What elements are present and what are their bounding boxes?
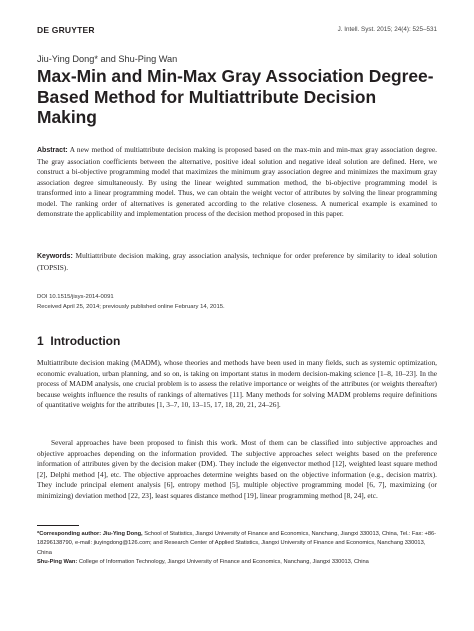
- keywords: [37, 251, 437, 273]
- body-paragraph-2: Several approaches have been proposed to finish this work. Most of them can be classified into subjective approaches and objective approaches depending on the information provided. The subjective approaches select weights based on the preference information of attributes given by the decision maker (DM). They include the eigenvector method [12], weighted least square method [2], Delphi method [4], etc. The objective approaches determine weights based on the objective information (e.g., decision matrix). They include principal element analysis [6], entropy method [5], multiple objective programming model [6, 7], maximizing (or minimizing) deviation method [22, 23], least squares distance method [19], linear programming method [8, 24], etc.: [37, 438, 437, 500]
- footnote-author-1-label: *Corresponding author: Jiu-Ying Dong,: [37, 531, 143, 537]
- footnote-author-1-text: School of Statistics, Jiangxi University of Finance and Economics, Nanchang, Jiangxi 330013, China, Tel.: Fax: +86-18296138790, e-mail: jiuyingdong@126.com; and Research Center of Applied Statistics, Jiangxi University of Finance and Economics, Nanchang 330013, China: [37, 531, 437, 556]
- abstract-label: Abstract:: [37, 147, 68, 154]
- footnote-rule: [37, 525, 79, 526]
- footnote-author-1: [37, 530, 439, 558]
- section-heading: [37, 334, 120, 348]
- section-number: 1: [37, 334, 44, 348]
- section-title: Introduction: [50, 334, 121, 348]
- keywords-text: Multiattribute decision making, gray association analysis, technique for order preference by similarity to ideal solution (TOPSIS).: [37, 251, 437, 272]
- footnote-author-2-label: Shu-Ping Wan:: [37, 558, 78, 565]
- journal-citation: J. Intell. Syst. 2015; 24(4): 525–531: [337, 26, 437, 33]
- footnote-author-2: [37, 558, 439, 567]
- footnotes: [37, 530, 439, 567]
- received-date: Received April 25, 2014; previously published online February 14, 2015.: [37, 304, 225, 310]
- author-list: Jiu-Ying Dong* and Shu-Ping Wan: [37, 54, 178, 64]
- keywords-label: Keywords:: [37, 253, 73, 260]
- body-paragraph-1: Multiattribute decision making (MADM), whose theories and methods have been used in many fields, such as systemic optimization, economic evaluation, urban planning, and so on, is taking on important status in modern decision-making science [1–8, 10–23]. In the process of MADM analysis, one crucial problem is to assess the relative importance or weights of the attributes (or weights thereafter) because weights influence the results of rankings of alternatives [11]. Many methods for solving MADM problems require definitions of quantitative weights for the attributes [1, 3–7, 10, 13–15, 17, 18, 20, 21, 24–26].: [37, 358, 437, 409]
- doi: DOI 10.1515/jisys-2014-0091: [37, 294, 114, 300]
- publisher-name: DE GRUYTER: [37, 25, 95, 35]
- footnote-author-2-text: College of Information Technology, Jiangxi University of Finance and Economics, Nanchang, Jiangxi 330013, China: [77, 558, 369, 565]
- running-header: [37, 25, 437, 37]
- article-title: Max-Min and Min-Max Gray Association Degree-Based Method for Multiattribute Decision Making: [37, 66, 434, 127]
- abstract-text: A new method of multiattribute decision making is proposed based on the max-min and min-max gray association degree. The gray association coefficients between the alternative, positive ideal solution and negative ideal solution are defined. Here, we construct a bi-objective programming model that maximizes the minimum gray association degree and minimizes the maximum gray association degree simultaneously. By using the linear weighted summation method, the bi-objective programming model is transformed into a linear programming model. Thus, we can obtain the weight vector of attributes by solving the linear programming model. The ranking order of alternatives is generated according to the relative closeness. A numerical example is examined to demonstrate the applicability and implementation process of the decision method proposed in this paper.: [37, 145, 437, 218]
- abstract: [37, 145, 437, 220]
